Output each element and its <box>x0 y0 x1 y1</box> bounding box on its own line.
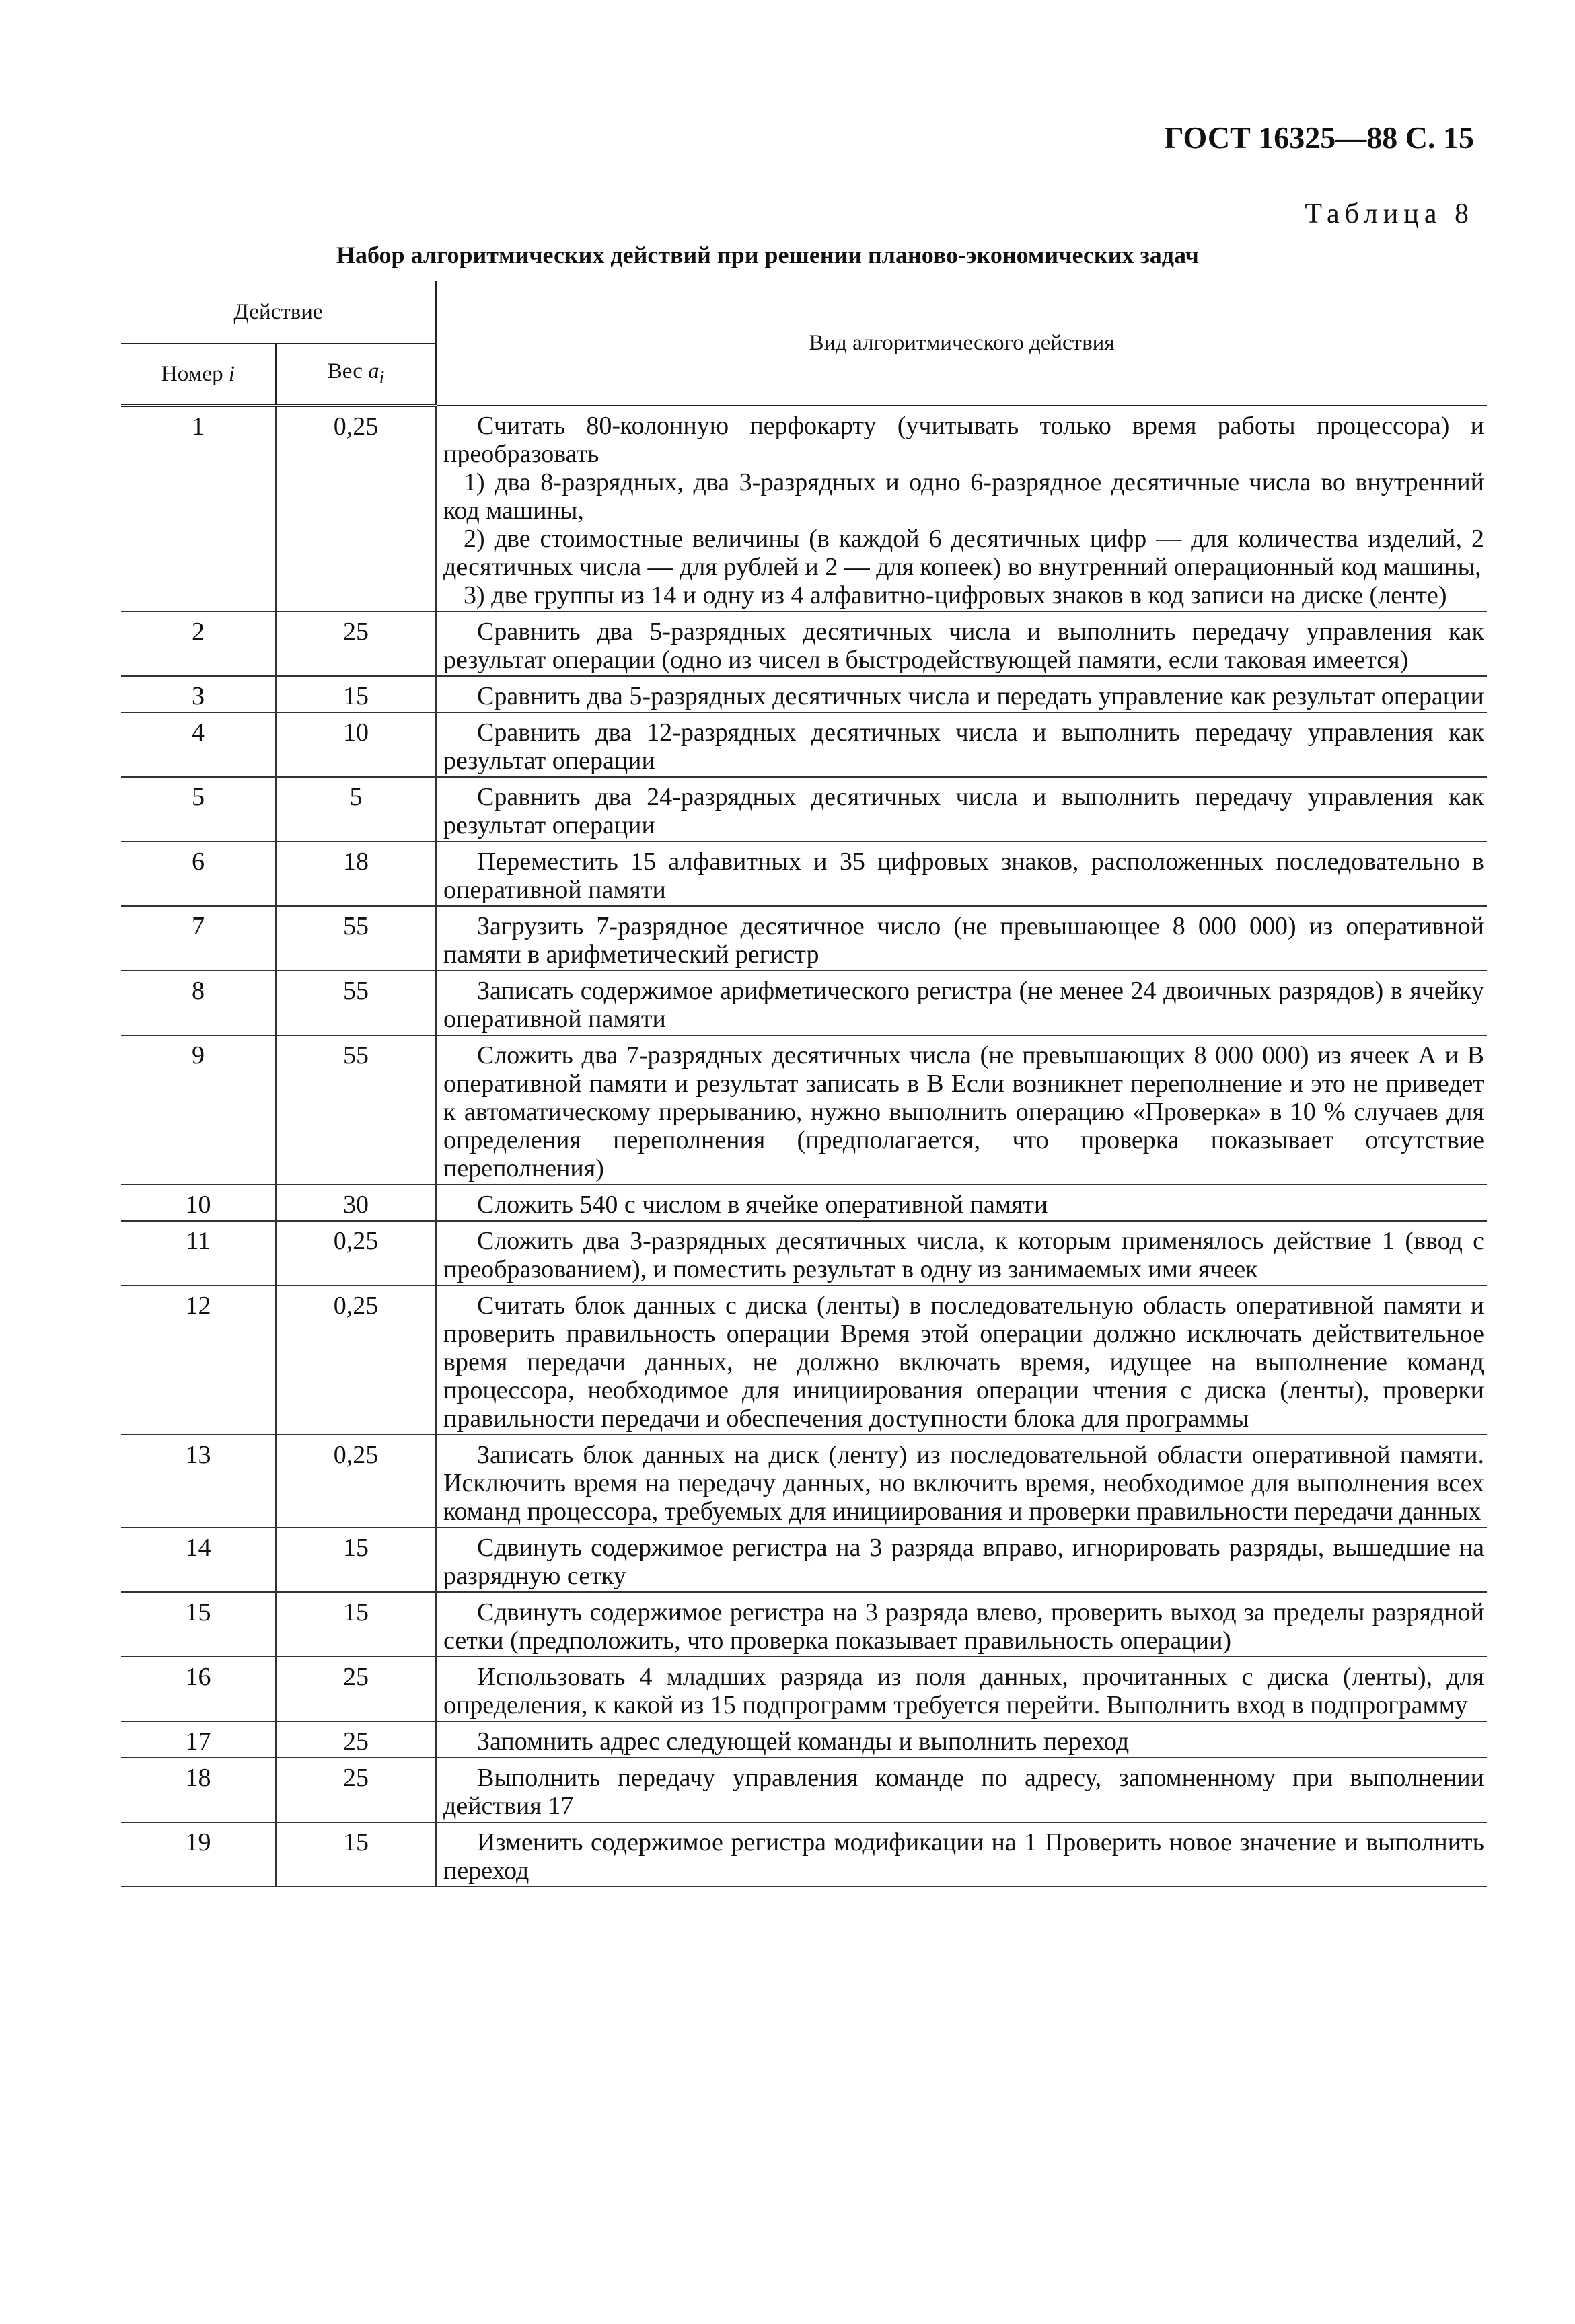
cell-weight: 10 <box>276 712 436 777</box>
table-row <box>121 1758 1487 1822</box>
actions-table <box>121 281 1487 1887</box>
description-paragraph: Сравнить два 5-разрядных десятичных числа и выполнить передачу управления как результат операции (одно из чисел в быстродействующей памяти, если таковая имеется) <box>443 617 1484 674</box>
cell-number: 12 <box>121 1285 276 1435</box>
cell-weight: 15 <box>276 676 436 712</box>
table-row <box>121 676 1487 712</box>
table-label: Таблица 8 <box>1305 198 1474 229</box>
cell-description <box>436 1435 1487 1528</box>
cell-description <box>436 841 1487 906</box>
cell-number: 11 <box>121 1221 276 1285</box>
table-row <box>121 1822 1487 1887</box>
description-paragraph: Сдвинуть содержимое регистра на 3 разряда влево, проверить выход за пределы разрядной сетки (предположить, что проверка показывает правильность операции) <box>443 1598 1484 1655</box>
cell-weight: 30 <box>276 1185 436 1221</box>
cell-weight: 0,25 <box>276 1285 436 1435</box>
description-paragraph: Использовать 4 младших разряда из поля данных, прочитанных с диска (ленты), для определения, к какой из 15 подпрограмм требуется перейти. Выполнить вход в подпрограмму <box>443 1662 1484 1719</box>
cell-description <box>436 1822 1487 1887</box>
table-row <box>121 1721 1487 1758</box>
table-row <box>121 1035 1487 1185</box>
table-row <box>121 406 1487 611</box>
cell-weight: 15 <box>276 1592 436 1657</box>
description-paragraph: Записать содержимое арифметического регистра (не менее 24 двоичных разрядов) в ячейку оперативной памяти <box>443 976 1484 1033</box>
table-row <box>121 1221 1487 1285</box>
description-paragraph: Сложить 540 с числом в ячейке оперативной памяти <box>477 1190 1048 1219</box>
description-paragraph: 1) два 8-разрядных, два 3-разрядных и одно 6-разрядное десятичные числа во внутренний код машины, <box>443 467 1484 525</box>
table-row <box>121 1657 1487 1721</box>
description-paragraph: Считать блок данных с диска (ленты) в последовательную область оперативной памяти и проверить правильность операции Время этой операции должно исключать действительное время передачи данных, не должно включать время, идущее на выполнение команд процессора, необходимое для инициирования операции чтения с диска (ленты), проверки правильности передачи и обеспечения доступности блока для программы <box>443 1291 1484 1433</box>
table-row <box>121 1285 1487 1435</box>
description-paragraph: Переместить 15 алфавитных и 35 цифровых знаков, расположенных последовательно в оперативной памяти <box>443 847 1484 904</box>
cell-description <box>436 906 1487 971</box>
cell-number: 17 <box>121 1721 276 1758</box>
cell-number: 19 <box>121 1822 276 1887</box>
cell-number: 7 <box>121 906 276 971</box>
table-row <box>121 906 1487 971</box>
cell-weight: 0,25 <box>276 1435 436 1528</box>
cell-description <box>436 1035 1487 1185</box>
cell-description <box>436 777 1487 841</box>
description-paragraph: Сложить два 3-разрядных десятичных числа, к которым применялось действие 1 (ввод с преобразованием), и поместить результат в одну из занимаемых ими ячеек <box>443 1226 1484 1283</box>
cell-number: 18 <box>121 1758 276 1822</box>
header-number <box>121 344 276 406</box>
cell-weight: 25 <box>276 1721 436 1758</box>
cell-description <box>436 1592 1487 1657</box>
cell-description <box>436 1657 1487 1721</box>
cell-weight: 25 <box>276 1758 436 1822</box>
description-paragraph: Запомнить адрес следующей команды и выполнить переход <box>477 1727 1130 1756</box>
description-paragraph: Загрузить 7-разрядное десятичное число (не превышающее 8 000 000) из оперативной памяти в арифметический регистр <box>443 911 1484 969</box>
cell-number: 4 <box>121 712 276 777</box>
header-action: Действие <box>121 281 436 344</box>
cell-weight: 0,25 <box>276 406 436 611</box>
table-row <box>121 712 1487 777</box>
header-weight-sub: i <box>379 366 385 387</box>
cell-number: 10 <box>121 1185 276 1221</box>
cell-description <box>436 676 1487 712</box>
cell-number: 5 <box>121 777 276 841</box>
cell-description <box>436 1185 1487 1221</box>
cell-number: 15 <box>121 1592 276 1657</box>
cell-description <box>436 712 1487 777</box>
cell-weight: 15 <box>276 1822 436 1887</box>
cell-weight: 5 <box>276 777 436 841</box>
table-row <box>121 1435 1487 1528</box>
description-paragraph: Сравнить два 24-разрядных десятичных числа и выполнить передачу управления как результат операции <box>443 782 1484 839</box>
cell-weight: 15 <box>276 1528 436 1592</box>
cell-number: 9 <box>121 1035 276 1185</box>
cell-description <box>436 1528 1487 1592</box>
header-number-prefix: Номер <box>161 362 223 386</box>
description-paragraph: Выполнить передачу управления команде по адресу, запомненному при выполнении действия 17 <box>443 1763 1484 1820</box>
table-row <box>121 1528 1487 1592</box>
table-body <box>121 406 1487 1887</box>
cell-number: 3 <box>121 676 276 712</box>
cell-number: 8 <box>121 971 276 1035</box>
cell-number: 13 <box>121 1435 276 1528</box>
description-paragraph: 2) две стоимостные величины (в каждой 6 десятичных цифр — для количества изделий, 2 десятичных числа — для рублей и 2 — для копеек) во внутренний операционный код машины, <box>443 524 1484 581</box>
cell-description <box>436 1721 1487 1758</box>
table-row <box>121 841 1487 906</box>
description-paragraph: Сдвинуть содержимое регистра на 3 разряда вправо, игнорировать разряды, вышедшие на разрядную сетку <box>443 1533 1484 1590</box>
description-paragraph: Изменить содержимое регистра модификации на 1 Проверить новое значение и выполнить переход <box>443 1828 1484 1885</box>
header-description: Вид алгоритмического действия <box>436 281 1487 406</box>
table-row <box>121 777 1487 841</box>
header-number-symbol: i <box>228 362 235 386</box>
table-row <box>121 971 1487 1035</box>
cell-description <box>436 1221 1487 1285</box>
cell-number: 16 <box>121 1657 276 1721</box>
description-paragraph: Сравнить два 5-разрядных десятичных числа и передать управление как результат операции <box>477 681 1484 710</box>
cell-description <box>436 1285 1487 1435</box>
cell-number: 2 <box>121 611 276 676</box>
cell-weight: 55 <box>276 971 436 1035</box>
table-row <box>121 611 1487 676</box>
cell-number: 14 <box>121 1528 276 1592</box>
table-title: Набор алгоритмических действий при решении планово-экономических задач <box>336 241 1199 268</box>
table-row <box>121 1592 1487 1657</box>
cell-weight: 55 <box>276 906 436 971</box>
header-weight <box>276 344 436 406</box>
cell-weight: 55 <box>276 1035 436 1185</box>
cell-number: 1 <box>121 406 276 611</box>
description-paragraph: Записать блок данных на диск (ленту) из последовательной области оперативной памяти. Исключить время на передачу данных, но включить время, необходимое для выполнения всех команд процессора, требуемых для инициирования и проверки правильности передачи данных <box>443 1440 1484 1526</box>
table-row <box>121 1185 1487 1221</box>
description-paragraph: Сложить два 7-разрядных десятичных числа (не превышающих 8 000 000) из ячеек А и В оперативной памяти и результат записать в В Если возникнет переполнение и это не приведет к автоматическому прерыванию, нужно выполнить операцию «Проверка» в 10 % случаев для определения переполнения (предполагается, что проверка показывает отсутствие переполнения) <box>443 1041 1484 1183</box>
cell-weight: 0,25 <box>276 1221 436 1285</box>
header-weight-prefix: Вес <box>327 359 363 383</box>
cell-number: 6 <box>121 841 276 906</box>
description-paragraph: Сравнить два 12-разрядных десятичных числа и выполнить передачу управления как результат операции <box>443 718 1484 775</box>
description-paragraph: 3) две группы из 14 и одну из 4 алфавитно-цифровых знаков в код записи на диске (ленте) <box>464 580 1447 609</box>
cell-description <box>436 1758 1487 1822</box>
cell-weight: 25 <box>276 611 436 676</box>
cell-description <box>436 971 1487 1035</box>
description-paragraph: Считать 80-колонную перфокарту (учитывать только время работы процессора) и преобразовать <box>443 411 1484 468</box>
page-header-gost: ГОСТ 16325—88 С. 15 <box>1164 120 1474 155</box>
cell-weight: 18 <box>276 841 436 906</box>
header-weight-symbol: a <box>368 359 379 383</box>
cell-weight: 25 <box>276 1657 436 1721</box>
algorithmic-actions-table <box>121 281 1487 1887</box>
cell-description <box>436 611 1487 676</box>
cell-description <box>436 406 1487 611</box>
